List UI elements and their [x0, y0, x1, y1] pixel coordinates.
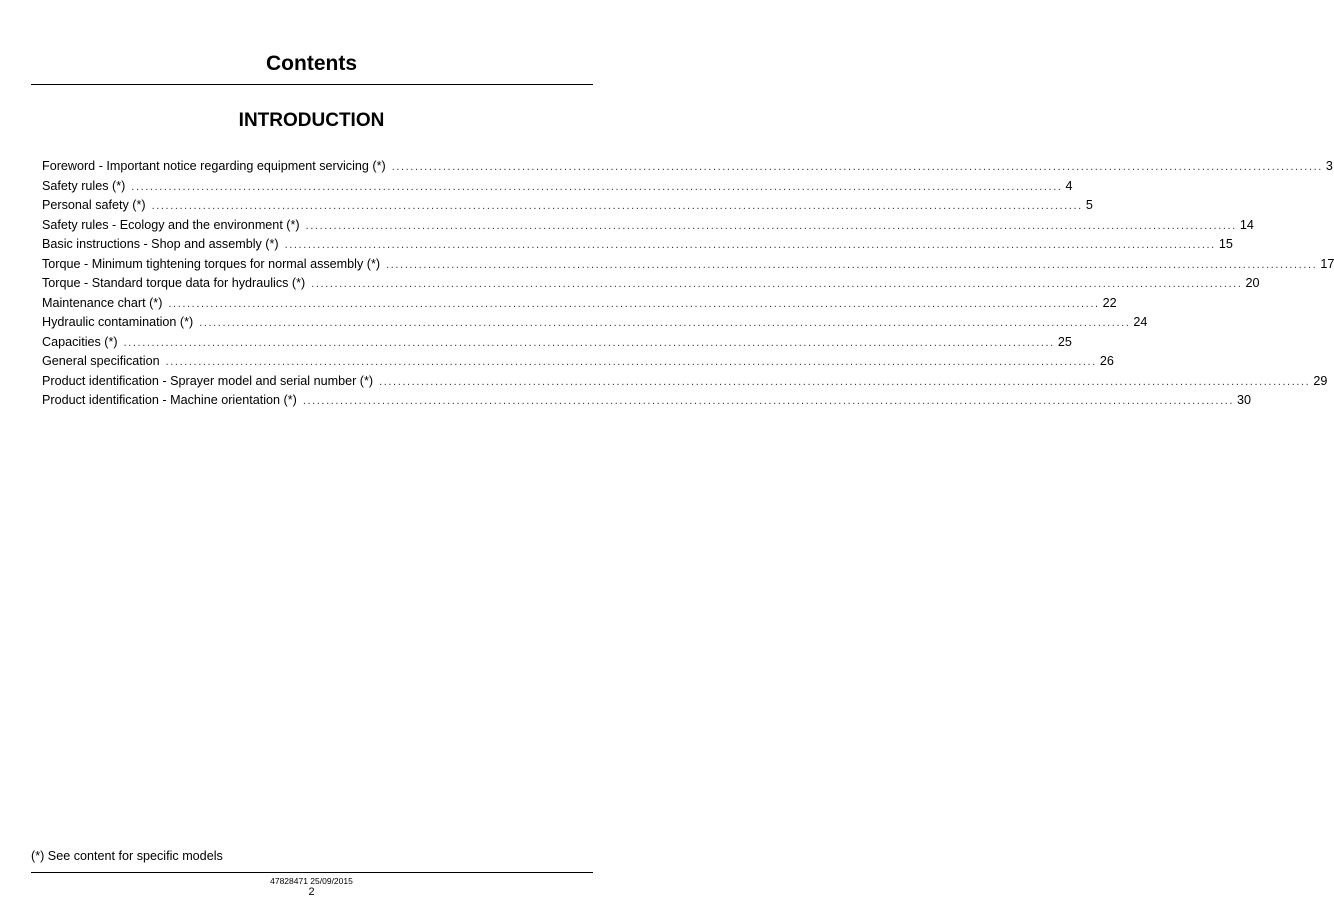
toc-entry-title: Basic instructions - Shop and assembly (*)	[42, 237, 279, 251]
toc-entry[interactable]	[42, 372, 1328, 392]
toc-dot-leader: ........................................................................................................................................................................................................	[311, 278, 1243, 290]
page-number: 2	[308, 886, 315, 898]
toc-entry-title: Foreword - Important notice regarding equipment servicing (*)	[42, 159, 386, 173]
toc-entry-page: 3	[1325, 159, 1333, 173]
toc-dot-leader: ........................................................................................................................................................................................................	[284, 239, 1216, 251]
toc-dot-leader: ........................................................................................................................................................................................................	[123, 336, 1055, 349]
toc-entry-title: Torque - Standard torque data for hydraulics (*)	[42, 276, 306, 290]
toc-dot-leader: ........................................................................................................................................................................................................	[391, 161, 1323, 173]
toc-dot-leader: ........................................................................................................................................................................................................	[199, 317, 1131, 329]
toc-dot-leader: ........................................................................................................................................................................................................	[305, 219, 1237, 232]
toc-entry-page: 4	[1065, 178, 1073, 193]
toc-entry[interactable]	[42, 157, 1333, 177]
toc-entry-title: Capacities (*)	[42, 334, 118, 349]
toc-entry[interactable]	[42, 313, 1148, 333]
toc-entry[interactable]	[42, 274, 1260, 294]
toc-entry-page: 20	[1245, 276, 1260, 290]
toc-entry-title: Safety rules (*)	[42, 178, 126, 193]
toc-entry-page: 29	[1313, 373, 1328, 388]
toc-dot-leader: ........................................................................................................................................................................................................	[379, 375, 1311, 388]
toc-entry-title: Hydraulic contamination (*)	[42, 315, 194, 329]
toc-entry[interactable]	[42, 235, 1233, 255]
document-id: 47828471 25/09/2015	[270, 876, 353, 886]
footer-divider	[31, 872, 593, 873]
toc-entry-page: 26	[1099, 354, 1114, 368]
toc-entry-page: 5	[1085, 198, 1093, 212]
toc-entry-title: Torque - Minimum tightening torques for normal assembly (*)	[42, 256, 381, 271]
toc-dot-leader: ........................................................................................................................................................................................................	[131, 180, 1063, 193]
toc-entry-page: 14	[1239, 217, 1254, 232]
toc-entry[interactable]	[42, 294, 1117, 314]
toc-dot-leader: ........................................................................................................................................................................................................	[151, 200, 1083, 212]
toc-entry-page: 30	[1237, 393, 1252, 407]
title-divider	[31, 84, 593, 85]
toc-dot-leader: ........................................................................................................................................................................................................	[386, 258, 1318, 271]
toc-dot-leader: ........................................................................................................................................................................................................	[168, 297, 1100, 310]
toc-entry-title: Safety rules - Ecology and the environment (*)	[42, 217, 300, 232]
toc-entry-title: Product identification - Machine orientation (*)	[42, 393, 297, 407]
table-of-contents	[42, 157, 1334, 411]
toc-entry-title: Personal safety (*)	[42, 198, 146, 212]
toc-entry-page: 24	[1133, 315, 1148, 329]
toc-entry[interactable]	[42, 196, 1093, 216]
toc-entry[interactable]	[42, 255, 1334, 275]
toc-entry-page: 15	[1218, 237, 1233, 251]
toc-entry-title: Maintenance chart (*)	[42, 295, 163, 310]
toc-entry-page: 25	[1057, 334, 1072, 349]
toc-entry[interactable]	[42, 216, 1254, 236]
toc-dot-leader: ........................................................................................................................................................................................................	[302, 395, 1235, 407]
page-title: Contents	[266, 52, 357, 75]
toc-entry-page: 17	[1320, 256, 1334, 271]
toc-dot-leader: ........................................................................................................................................................................................................	[165, 356, 1097, 368]
toc-entry[interactable]	[42, 352, 1114, 372]
toc-entry[interactable]	[42, 177, 1073, 197]
toc-entry-title: General specification	[42, 354, 160, 368]
section-heading: INTRODUCTION	[238, 110, 385, 131]
footnote: (*) See content for specific models	[31, 849, 223, 863]
toc-entry-title: Product identification - Sprayer model and serial number (*)	[42, 373, 374, 388]
toc-entry[interactable]	[42, 391, 1252, 411]
toc-entry-page: 22	[1102, 295, 1117, 310]
toc-entry[interactable]	[42, 333, 1072, 353]
